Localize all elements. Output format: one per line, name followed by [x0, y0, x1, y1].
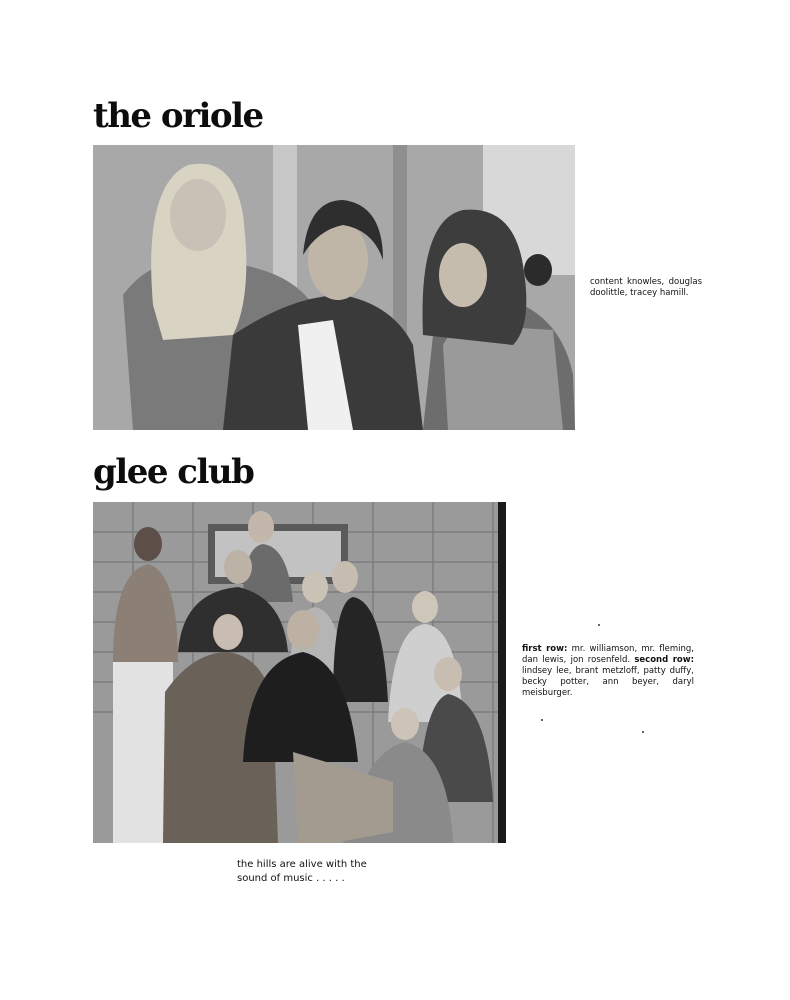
glee-club-quote	[237, 858, 397, 886]
oriole-caption: content knowles, douglas doolittle, tracey hamill.	[590, 277, 702, 298]
caption-text-first-row: mr. williamson, mr. fleming, dan lewis, jon rosenfeld.	[522, 644, 695, 665]
glee-club-caption	[522, 644, 694, 699]
section-title-glee-club: glee club	[93, 452, 254, 492]
quote-line-2: sound of music . . . . .	[237, 873, 345, 884]
quote-line-1: the hills are alive with the	[237, 859, 367, 870]
section-title-oriole: the oriole	[93, 96, 263, 136]
caption-label-second-row: second row:	[634, 655, 694, 665]
print-speck	[642, 731, 644, 733]
caption-label-first-row: first row:	[522, 644, 568, 654]
glee-club-group-photo	[93, 502, 506, 843]
caption-text-second-row: lindsey lee, brant metzloff, patty duffy, becky potter, ann beyer, daryl meisburger.	[522, 666, 694, 698]
print-speck	[598, 624, 600, 626]
oriole-group-photo	[93, 145, 575, 430]
print-speck	[541, 719, 543, 721]
